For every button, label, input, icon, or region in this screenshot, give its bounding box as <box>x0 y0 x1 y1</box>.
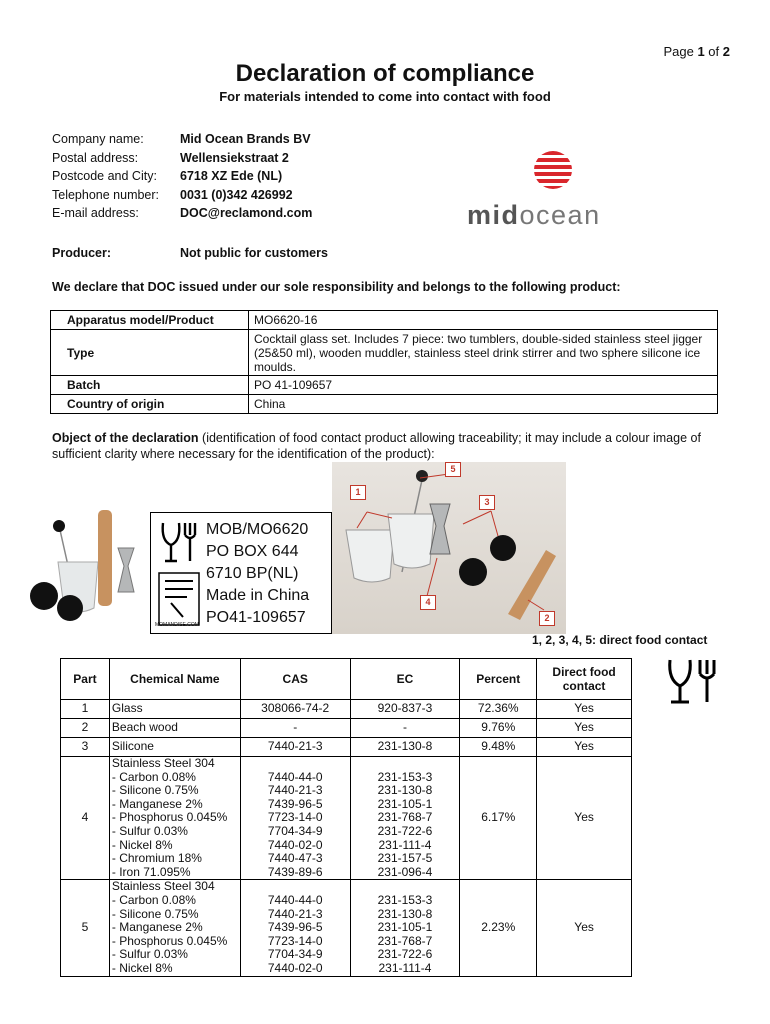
postcode-city: 6718 XZ Ede (NL) <box>180 169 283 183</box>
cell-name <box>109 880 240 976</box>
column-header: Percent <box>460 659 537 700</box>
cas-value: 7440-21-3 <box>267 783 323 798</box>
component-name: - Nickel 8% <box>111 837 173 852</box>
callout-2: 2 <box>539 611 555 626</box>
cell-percent: 6.17% <box>460 757 537 880</box>
ec-value: 231-105-1 <box>377 920 433 935</box>
cell-percent: 2.23% <box>460 880 537 976</box>
cell-part: 1 <box>61 700 110 719</box>
page-title: Declaration of compliance <box>235 60 535 87</box>
product-photo-illustration <box>332 462 566 634</box>
label-line: MOB/MO6620 <box>206 521 309 538</box>
composition-table <box>60 658 632 977</box>
cell-ec: 920-837-3 <box>350 700 460 719</box>
label-line: PO41-109657 <box>206 609 306 626</box>
cell-direct: Yes <box>537 880 632 976</box>
cell-cas: 308066-74-2 <box>240 700 350 719</box>
info-label: Postcode and City: <box>52 169 157 183</box>
cell-cas <box>240 757 350 880</box>
food-contact-icon-small <box>157 517 201 629</box>
table-row <box>61 757 632 880</box>
component-name: - Iron 71.095% <box>111 864 191 879</box>
cell-cas <box>240 880 350 976</box>
ec-value: 231-105-1 <box>377 796 433 811</box>
cas-value: 7723-14-0 <box>267 933 323 948</box>
ec-value: 231-768-7 <box>377 933 433 948</box>
component-name: - Sulfur 0.03% <box>111 823 188 838</box>
column-header: Chemical Name <box>109 659 240 700</box>
table-row <box>61 719 632 738</box>
label-line: Made in China <box>206 587 310 604</box>
declaration-statement: We declare that DOC issued under our sole responsibility and belongs to the following product: <box>52 280 621 294</box>
component-name: - Phosphorus 0.045% <box>111 933 228 948</box>
cell-direct: Yes <box>537 719 632 738</box>
table-row <box>61 738 632 757</box>
cas-value: 7440-02-0 <box>267 837 323 852</box>
product-table <box>50 310 718 414</box>
label-footer: MOMANDISE.COM <box>155 622 199 628</box>
cell-ec: - <box>350 719 460 738</box>
cas-value: 7704-34-9 <box>267 823 323 838</box>
ec-value: 231-130-8 <box>377 783 433 798</box>
callout-4: 4 <box>420 595 436 610</box>
cas-value: 7440-47-3 <box>267 851 323 866</box>
logo-wordmark: midocean <box>467 200 601 230</box>
product-marking-label <box>150 512 332 634</box>
cas-value: 7439-96-5 <box>267 920 323 935</box>
cocktail-set-illustration <box>30 500 150 630</box>
cell-part: 4 <box>61 757 110 880</box>
object-heading: Object of the declaration <box>52 431 199 445</box>
ec-value: 231-111-4 <box>378 960 432 975</box>
ec-value: 231-768-7 <box>377 810 433 825</box>
cell-cas: 7440-21-3 <box>240 738 350 757</box>
type-value: Cocktail glass set. Includes 7 piece: two tumblers, double-sided stainless steel jigger (25&50 ml), wooden muddler, stainless steel drink stirrer and two sphere silicone ice moulds. <box>249 330 718 376</box>
origin-label: Country of origin <box>51 395 249 414</box>
cell-ec <box>350 757 460 880</box>
table-row <box>61 700 632 719</box>
ec-value: 231-157-5 <box>377 851 433 866</box>
component-name: - Silicone 0.75% <box>111 906 199 921</box>
batch-label: Batch <box>51 376 249 395</box>
component-name: - Manganese 2% <box>111 796 203 811</box>
cas-value <box>243 757 348 771</box>
cell-name: Glass <box>109 700 240 719</box>
column-header: EC <box>350 659 460 700</box>
product-image <box>30 500 150 630</box>
origin-value: China <box>249 395 718 414</box>
table-row <box>61 880 632 976</box>
company-info <box>52 132 312 225</box>
cas-value: 7723-14-0 <box>267 810 323 825</box>
info-label: Telephone number: <box>52 187 160 202</box>
callout-5: 5 <box>445 462 461 477</box>
cell-ec <box>350 880 460 976</box>
component-name: Stainless Steel 304 <box>111 756 215 770</box>
cell-direct: Yes <box>537 738 632 757</box>
component-name: - Chromium 18% <box>111 851 202 866</box>
batch-value: PO 41-109657 <box>249 376 718 395</box>
producer <box>52 246 328 260</box>
company-name: Mid Ocean Brands BV <box>180 132 311 146</box>
component-name: Stainless Steel 304 <box>111 879 215 894</box>
page-number: Page 1 of 2 <box>663 44 730 59</box>
model-label: Apparatus model/Product <box>51 311 249 330</box>
label-line: 6710 BP(NL) <box>206 565 299 582</box>
ec-value <box>353 757 458 771</box>
food-contact-icon <box>664 656 722 708</box>
page-subtitle: For materials intended to come into contact with food <box>219 89 551 104</box>
callout-3: 3 <box>479 495 495 510</box>
ec-value: 231-153-3 <box>377 892 433 907</box>
ec-value: 231-111-4 <box>378 837 432 852</box>
column-header: CAS <box>240 659 350 700</box>
cell-name <box>109 757 240 880</box>
component-name: - Sulfur 0.03% <box>111 947 188 962</box>
cell-name: Silicone <box>109 738 240 757</box>
component-name: - Phosphorus 0.045% <box>111 810 228 825</box>
cell-direct: Yes <box>537 700 632 719</box>
cas-value: 7440-44-0 <box>267 892 323 907</box>
cell-name: Beach wood <box>109 719 240 738</box>
cell-direct: Yes <box>537 757 632 880</box>
cell-part: 5 <box>61 880 110 976</box>
producer-value: Not public for customers <box>180 246 328 260</box>
ec-value: 231-722-6 <box>377 947 433 962</box>
ec-value <box>353 880 458 894</box>
component-name: - Nickel 8% <box>111 960 173 975</box>
postal-address: Wellensiekstraat 2 <box>180 150 289 165</box>
cell-part: 3 <box>61 738 110 757</box>
label-line: PO BOX 644 <box>206 543 299 560</box>
cell-part: 2 <box>61 719 110 738</box>
cas-value <box>243 880 348 894</box>
column-header: Direct food contact <box>537 659 632 700</box>
callout-1: 1 <box>350 485 366 500</box>
component-name: - Carbon 0.08% <box>111 892 196 907</box>
object-text: (identification of food contact product allowing traceability; it may include a colour image of sufficient clarity where necessary for the identification of the product): <box>52 431 701 461</box>
direct-food-contact-note: 1, 2, 3, 4, 5: direct food contact <box>532 633 708 647</box>
cas-value: 7439-89-6 <box>267 864 323 879</box>
cas-value: 7440-02-0 <box>267 960 323 975</box>
cas-value: 7439-96-5 <box>267 796 323 811</box>
component-name: - Manganese 2% <box>111 920 203 935</box>
telephone: 0031 (0)342 426992 <box>180 187 293 202</box>
cell-cas: - <box>240 719 350 738</box>
model-value: MO6620-16 <box>249 311 718 330</box>
info-label: Postal address: <box>52 150 139 165</box>
email: DOC@reclamond.com <box>180 206 313 220</box>
type-label: Type <box>51 330 249 376</box>
midocean-logo <box>465 148 635 238</box>
cell-ec: 231-130-8 <box>350 738 460 757</box>
cell-percent: 72.36% <box>460 700 537 719</box>
component-name: - Carbon 0.08% <box>111 769 196 784</box>
column-header: Part <box>61 659 110 700</box>
ec-value: 231-130-8 <box>377 906 433 921</box>
cas-value: 7440-21-3 <box>267 906 323 921</box>
ec-value: 231-153-3 <box>377 769 433 784</box>
producer-label: Producer: <box>52 246 112 260</box>
cell-percent: 9.76% <box>460 719 537 738</box>
cas-value: 7440-44-0 <box>267 769 323 784</box>
ec-value: 231-096-4 <box>377 864 433 879</box>
cell-percent: 9.48% <box>460 738 537 757</box>
label-lines <box>206 519 309 629</box>
info-label: Company name: <box>52 132 144 146</box>
table-header-row <box>61 659 632 700</box>
component-name: - Silicone 0.75% <box>111 783 199 798</box>
info-label: E-mail address: <box>52 206 139 220</box>
cas-value: 7704-34-9 <box>267 947 323 962</box>
object-of-declaration <box>52 430 722 462</box>
ec-value: 231-722-6 <box>377 823 433 838</box>
product-photo <box>332 462 566 634</box>
